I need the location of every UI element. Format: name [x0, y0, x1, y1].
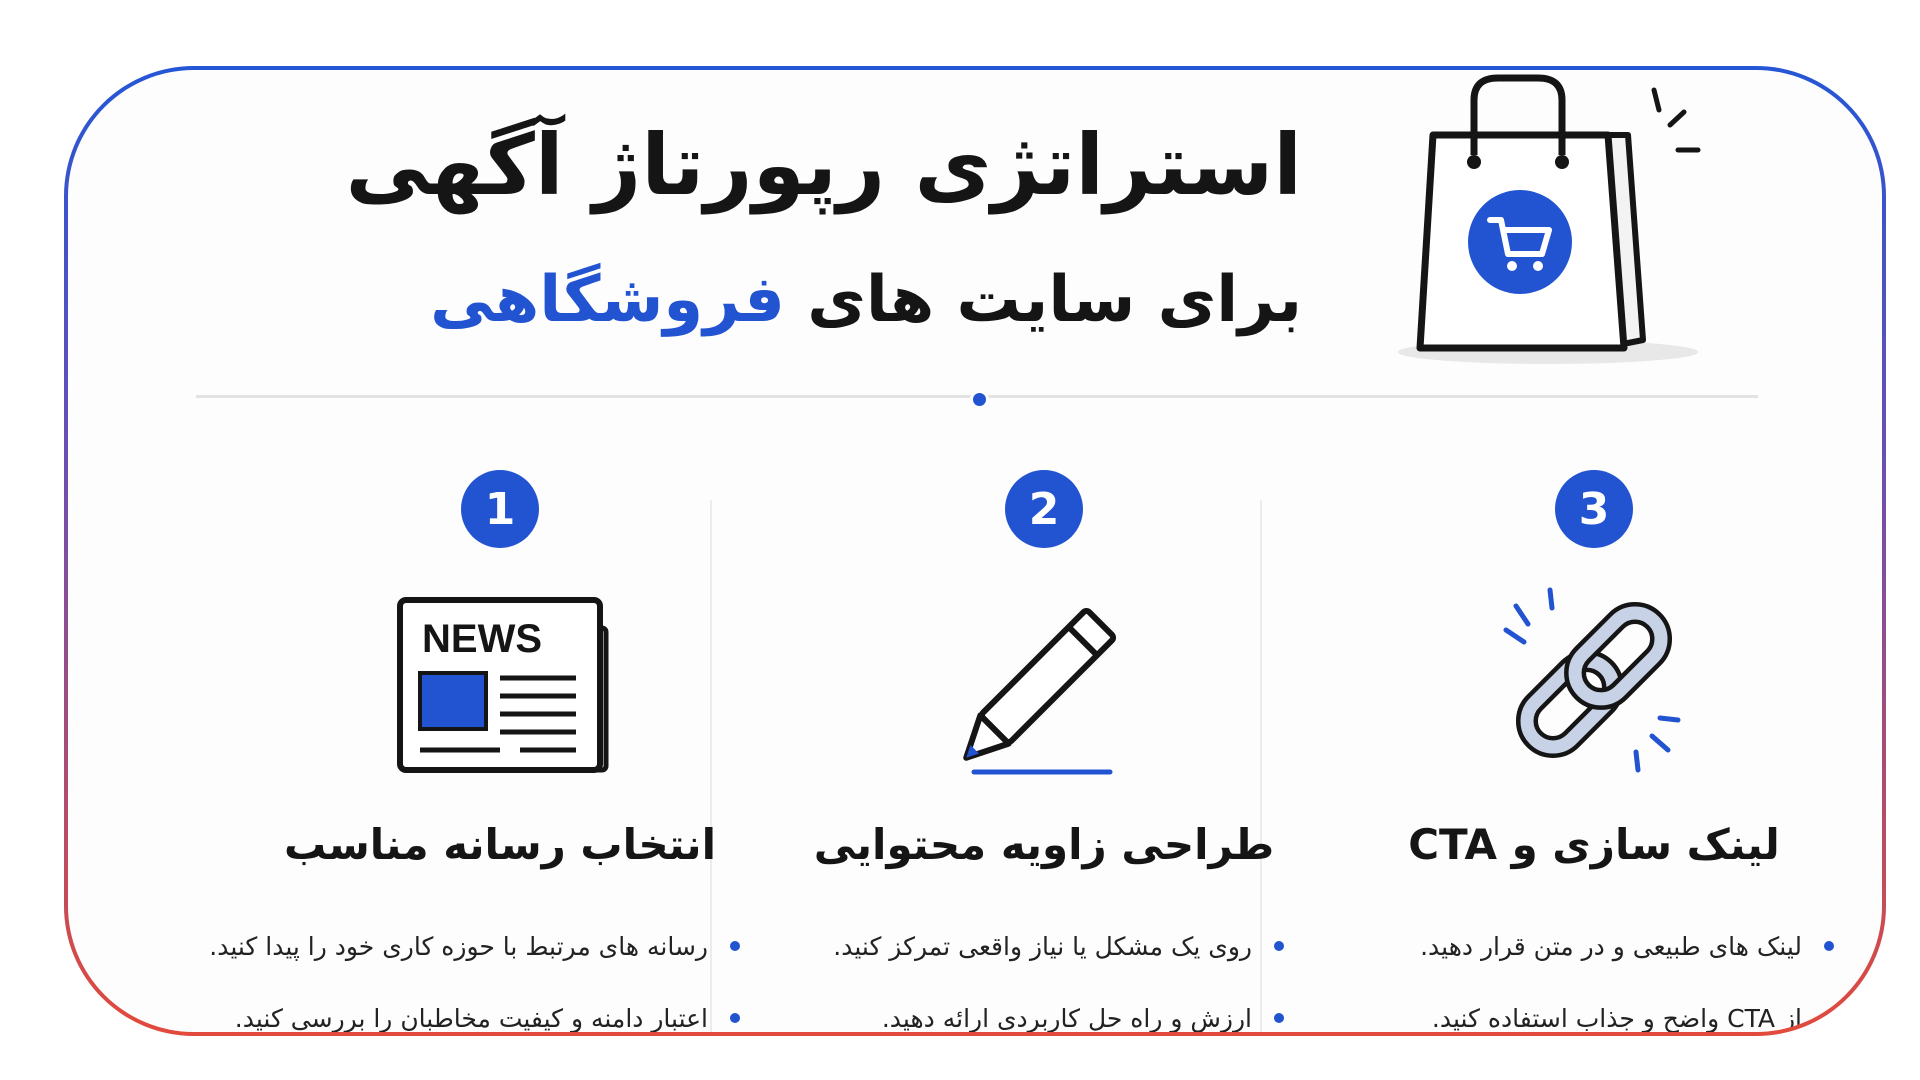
bullet-text: اعتبار دامنه و کیفیت مخاطبان را بررسی کنید.	[234, 1003, 708, 1033]
bullet-dot	[1824, 1013, 1834, 1023]
step-title: لینک سازی و CTA	[1408, 820, 1780, 869]
step-number-badge: 3	[1555, 470, 1633, 548]
chain-link-icon	[1464, 580, 1724, 780]
bullet-text: رسانه های مرتبط با حوزه کاری خود را پیدا کنید.	[209, 931, 708, 961]
list-item	[1334, 982, 1854, 1036]
list-item	[209, 910, 760, 982]
step-1	[209, 470, 760, 1036]
list-item	[784, 910, 1304, 982]
bullet-dot	[1274, 1013, 1284, 1023]
infographic-frame	[64, 66, 1886, 1036]
step-title: انتخاب رسانه مناسب	[284, 820, 716, 869]
step-bullets	[209, 910, 760, 1036]
shopping-bag-cart-icon	[1368, 70, 1728, 370]
bullet-dot	[1824, 941, 1834, 951]
subtitle-prefix: برای سایت های	[807, 263, 1302, 337]
bullet-dot	[730, 941, 740, 951]
pencil-icon	[914, 580, 1174, 780]
step-number-badge: 2	[1005, 470, 1083, 548]
step-title: طراحی زاویه محتوایی	[813, 820, 1275, 869]
list-item	[784, 982, 1304, 1036]
section-divider	[196, 395, 1758, 398]
page-subtitle	[430, 245, 1302, 355]
newspaper-icon	[370, 580, 630, 780]
step-bullets	[784, 910, 1304, 1036]
step-2	[784, 470, 1304, 1036]
bullet-text: ارزش و راه حل کاربردی ارائه دهید.	[881, 1003, 1252, 1033]
newspaper-headline: NEWS	[422, 617, 542, 661]
page-title: استراتژی رپورتاژ آگهی	[345, 116, 1302, 214]
bullet-text: لینک های طبیعی و در متن قرار دهید.	[1420, 931, 1802, 961]
step-3	[1334, 470, 1854, 1036]
step-bullets	[1334, 910, 1854, 1036]
list-item	[1334, 910, 1854, 982]
step-number-badge: 1	[461, 470, 539, 548]
divider-dot	[970, 390, 989, 409]
list-item	[234, 982, 760, 1036]
bullet-text: از CTA واضح و جذاب استفاده کنید.	[1431, 1003, 1802, 1033]
bullet-text: روی یک مشکل یا نیاز واقعی تمرکز کنید.	[833, 931, 1252, 961]
bullet-dot	[730, 1013, 740, 1023]
subtitle-accent: فروشگاهی	[430, 263, 785, 337]
bullet-dot	[1274, 941, 1284, 951]
